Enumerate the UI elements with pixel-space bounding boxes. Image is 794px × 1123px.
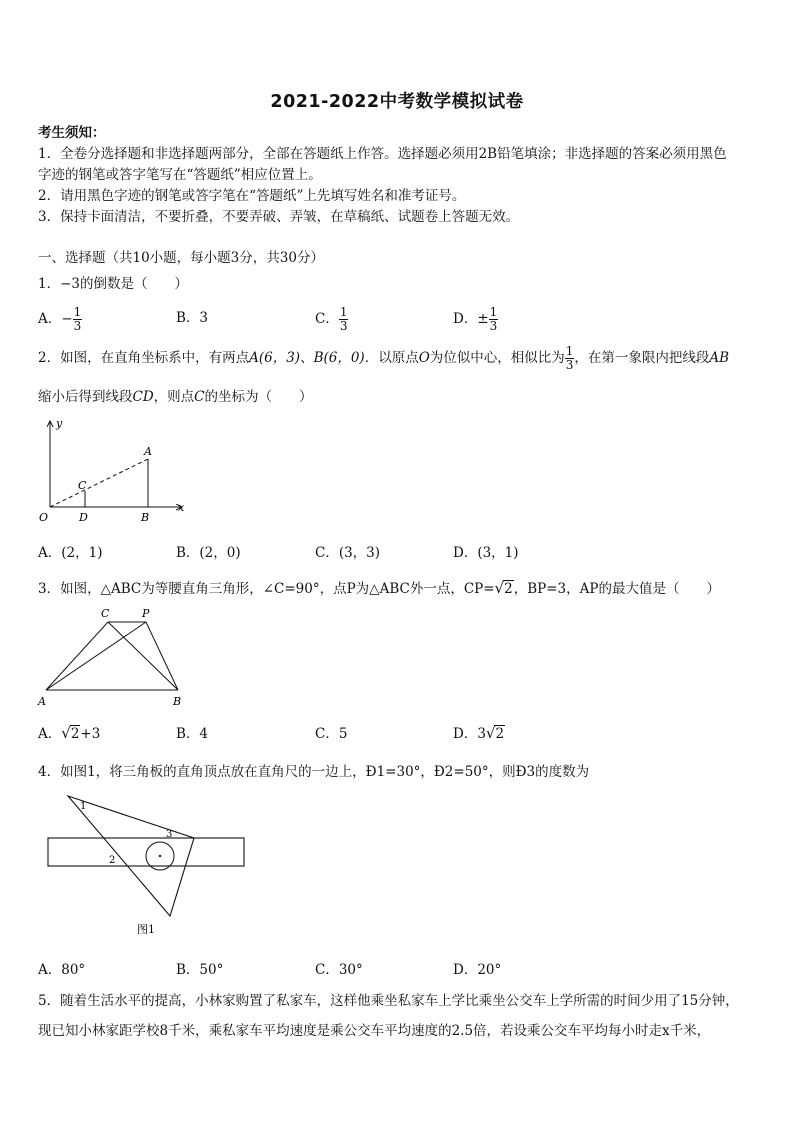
label-o: O [39,511,49,524]
angle-label-1: 1 [80,801,87,812]
q3-options [38,722,638,748]
segment-pb [146,622,178,690]
q4-option-b[interactable]: B．50° [176,962,224,978]
ratio-fraction: $\frac{1}{3}$ [565,344,574,372]
angle-label-3: 3 [166,829,173,840]
figure-caption: 图1 [137,923,155,936]
notice-heading: 考生须知： [38,125,106,141]
fraction: $\frac{1}{3}$ [339,305,348,333]
q3-option-b[interactable]: B．4 [176,726,209,742]
page-title: 2021-2022中考数学模拟试卷 [270,92,524,112]
q3-figure [36,604,188,710]
q2-stem-line-2: 缩小后得到线段CD，则点C的坐标为（ ） [38,389,313,405]
q1-option-a[interactable]: A．− $\frac{1}{3}$ [38,305,82,333]
fraction: $\frac{1}{3}$ [73,305,82,333]
label-y: y [56,417,63,430]
q2-figure [38,415,198,527]
label-c: C [101,607,110,620]
q2-option-b[interactable]: B．(2，0) [176,545,241,561]
q5-line-1: 5．随着生活水平的提高，小林家购置了私家车，这样他乘坐私家车上学比乘坐公交车上学所需的时间少用了15分钟， [38,993,739,1009]
fraction: $\frac{1}{3}$ [489,305,498,333]
notice-line-4: 3．保持卡面清洁，不要折叠，不要弄破、弄皱，在草稿纸、试题卷上答题无效。 [38,209,520,225]
segment-ac [46,622,108,690]
section-heading: 一、选择题（共10小题，每小题3分，共30分） [38,250,324,266]
sqrt-value: 2 [504,581,513,597]
label-x: x [178,501,185,514]
label-p: P [142,607,150,620]
q3-stem: 3．如图，△ABC为等腰直角三角形，∠C=90°，点P为△ABC外一点，CP=√2，BP=3，AP的最大值是（ ） [38,579,720,597]
label-a: A [144,445,152,458]
q2-options [38,541,638,567]
q2-option-a[interactable]: A．(2，1) [38,545,103,561]
q2-option-c[interactable]: C．(3，3) [315,545,381,561]
q1-option-d[interactable]: D．± $\frac{1}{3}$ [453,305,498,333]
q4-option-d[interactable]: D．20° [453,962,502,978]
notice-line-1: 1．全卷分选择题和非选择题两部分，全部在答题纸上作答。选择题必须用2B铅笔填涂；非选择题的答案必须用黑色 [38,146,727,162]
notice-line-2: 字迹的钢笔或答字笔写在“答题纸”相应位置上。 [38,167,322,183]
q1-option-c[interactable]: C． $\frac{1}{3}$ [315,305,348,333]
q2-stem-line-1: 2．如图，在直角坐标系中，有两点A(6，3)、B(6，0)．以原点O为位似中心，相似比为 $\frac{1}{3}$ ，在第一象限内把线段AB [38,344,730,372]
q4-figure [44,790,250,940]
q3-option-c[interactable]: C．5 [315,726,348,742]
label-c: C [78,479,87,492]
q3-option-a[interactable]: A．√2+3 [38,724,101,742]
notice-line-3: 2．请用黑色字迹的钢笔或答字笔在“答题纸”上先填写姓名和准考证号。 [38,188,466,204]
ruler [48,838,244,866]
q3-option-d[interactable]: D．3√2 [453,724,505,742]
q4-option-a[interactable]: A．80° [38,962,86,978]
triangle-ruler [68,796,194,916]
q1-option-b[interactable]: B．3 [176,310,209,326]
label-d: D [79,511,88,524]
label-a: A [38,695,46,708]
label-b: B [173,695,182,708]
q4-stem: 4．如图1，将三角板的直角顶点放在直角尺的一边上，Ð1=30°，Ð2=50°，则Ð3的度数为 [38,764,590,780]
segment-ap [46,622,146,690]
q4-options [38,958,638,984]
q4-option-c[interactable]: C．30° [315,962,363,978]
q2-option-d[interactable]: D．(3，1) [453,545,519,561]
line-oa [50,459,148,507]
q1-stem: 1．−3的倒数是（ ） [38,276,188,292]
angle-label-2: 2 [109,855,116,866]
segment-cb [108,622,178,690]
q5-line-2: 现已知小林家距学校8千米，乘私家车平均速度是乘公交车平均速度的2.5倍，若设乘公交车平均每小时走x千米， [38,1023,711,1039]
label-b: B [141,511,150,524]
ruler-hole-center [159,855,161,857]
q1-options [38,302,638,333]
